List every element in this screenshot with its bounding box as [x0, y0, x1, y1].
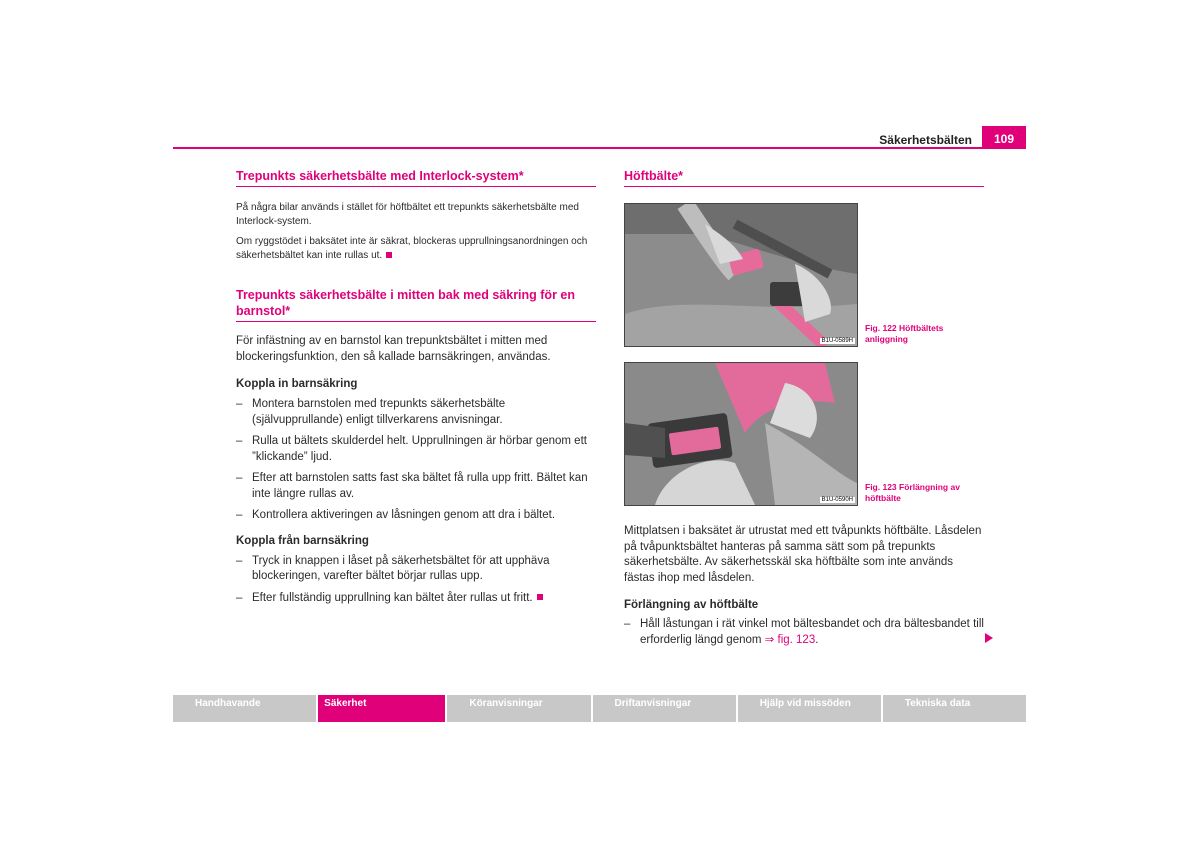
end-of-section-marker	[537, 594, 543, 600]
engage-list	[236, 397, 596, 524]
list-item: – Rulla ut bältets skulderdel helt. Upprullningen är hörbar genom ett ”klickande” ljud.	[236, 435, 587, 463]
nav-tab-driftanvisningar[interactable]: Driftanvisningar	[593, 695, 738, 722]
subheading-disengage: Koppla från barnsäkring	[236, 534, 369, 547]
interlock-paragraph-2: Om ryggstödet i baksätet inte är säkrat, blockeras upprullningsanordningen och säkerhetsbältet kan inte rullas ut.	[236, 236, 588, 261]
figure-belt-extension	[624, 362, 858, 506]
page-number: 109	[982, 126, 1026, 148]
nav-tab-koranvisningar[interactable]: Köranvisningar	[447, 695, 592, 722]
lap-belt-paragraph: Mittplatsen i baksätet är utrustat med ett tvåpunkts höftbälte. Låsdelen på tvåpunktsbältet hanteras på samma sätt som på trepunkts säkerhetsbälte. Av säkerhetsskäl ska höftbälte som inte används fästas ihop med låsdelen.	[624, 525, 982, 584]
nav-tab-tekniska-data[interactable]: Tekniska data	[883, 695, 1026, 722]
list-item: – Tryck in knappen i låset på säkerhetsbältet för att upphäva blockeringen, varefter bältet börjar rullas upp.	[236, 554, 550, 582]
left-column	[236, 168, 596, 612]
section-title-interlock: Trepunkts säkerhetsbälte med Interlock-system*	[236, 168, 596, 187]
disengage-list	[236, 554, 596, 607]
nav-tab-hjalp[interactable]: Hjälp vid missöden	[738, 695, 883, 722]
figure-caption: Fig. 122 Höftbältets anliggning	[865, 323, 944, 344]
list-item: – Håll låstungan i rät vinkel mot bältesbandet och dra bältesbandet till erforderlig längd genom ⇒ fig. 123.	[624, 618, 984, 646]
figure-lap-belt-fastening	[624, 203, 858, 347]
right-column	[624, 168, 984, 187]
figure-code: B1U-0589H	[821, 338, 853, 344]
child-seat-intro: För infästning av en barnstol kan trepunktsbältet i mitten med blockeringsfunktion, den så kallade barnsäkringen, användas.	[236, 335, 551, 363]
list-item: – Montera barnstolen med trepunkts säkerhetsbälte (självupprullande) enligt tillverkarens anvisningar.	[236, 398, 506, 426]
belt-extension-illustration	[625, 363, 857, 505]
list-item: – Kontrollera aktiveringen av låsningen genom att dra i bältet.	[236, 509, 556, 521]
header-rule	[173, 147, 1026, 149]
nav-tab-handhavande[interactable]: Handhavande	[173, 695, 318, 722]
figure-code: B1U-0590H	[821, 497, 853, 503]
extension-list	[624, 617, 984, 648]
continue-arrow-icon	[985, 633, 993, 643]
chapter-nav	[173, 695, 1026, 722]
end-of-section-marker	[386, 252, 392, 258]
figure-caption: Fig. 123 Förlängning av höftbälte	[865, 482, 960, 503]
section-title-child-seat: Trepunkts säkerhetsbälte i mitten bak med säkring för en barnstol*	[236, 287, 596, 322]
right-column-text	[624, 524, 984, 654]
nav-tab-sakerhet[interactable]: Säkerhet	[318, 695, 447, 722]
page-header-title: Säkerhetsbälten	[879, 133, 972, 147]
lap-belt-illustration	[625, 204, 857, 346]
subheading-extension: Förlängning av höftbälte	[624, 599, 759, 611]
list-item: – Efter fullständig upprullning kan bältet åter rullas ut fritt.	[236, 591, 596, 607]
list-item: – Efter att barnstolen satts fast ska bältet få rulla upp fritt. Bältet kan inte längre rullas av.	[236, 472, 588, 500]
interlock-paragraph-1: På några bilar används i stället för höftbältet ett trepunkts säkerhetsbälte med Interlock-system.	[236, 202, 579, 227]
figure-reference-link[interactable]: ⇒ fig. 123	[764, 633, 816, 646]
section-title-lap-belt: Höftbälte*	[624, 168, 984, 187]
subheading-engage: Koppla in barnsäkring	[236, 378, 358, 390]
